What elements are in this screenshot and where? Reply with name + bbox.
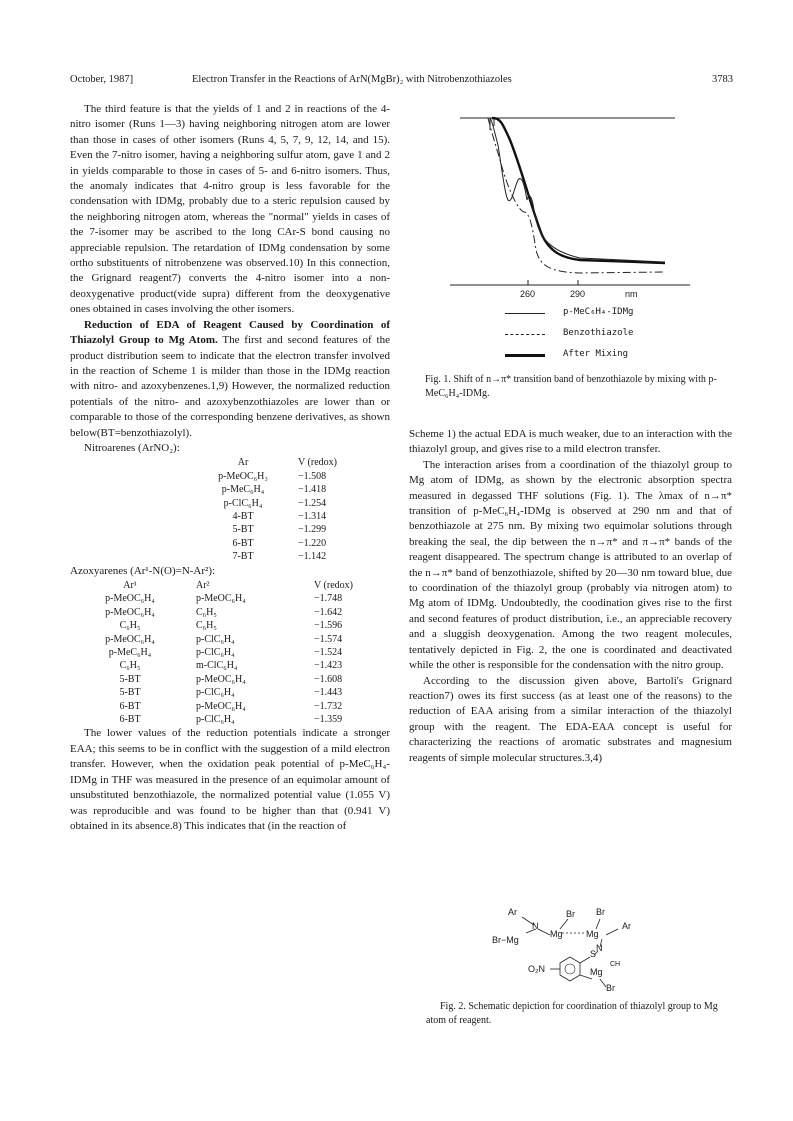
running-header — [70, 74, 733, 88]
table-row — [70, 686, 374, 699]
table-cell: C₆H₅ — [119, 660, 141, 672]
atom-label: Br — [566, 909, 575, 919]
bond — [580, 957, 590, 963]
atom-label: Br−Mg — [492, 935, 519, 945]
table-cell: −1.608 — [314, 673, 343, 685]
table-header: Ar — [237, 457, 249, 469]
table-cell: −1.574 — [314, 633, 343, 645]
table-row — [188, 510, 358, 523]
table-row — [188, 470, 358, 483]
table-cell: −1.508 — [298, 470, 327, 482]
table-cell: p-MeOC₆H₃ — [218, 470, 268, 482]
figure-1-spectrum — [450, 100, 690, 300]
atom-label: Mg — [550, 929, 563, 939]
table-cell: −1.254 — [298, 497, 327, 509]
table-cell: p-MeC₆H₄ — [221, 484, 265, 496]
atom-label: Br — [596, 907, 605, 917]
azoxy-table — [70, 579, 374, 726]
bond — [596, 919, 600, 929]
table-row — [70, 659, 374, 672]
table-cell: −1.418 — [298, 484, 327, 496]
paragraph: According to the discussion given above, Bartoli's Grignard reaction7) owes its first success (as at least one of the reasons) to the reduction of EAA arising from a similar interaction of the thiazolyl group with the reagent. The EDA-EAA concept is useful for characterizing the reactions of aromatic substrates and magnesium reagents of simple molecular structures.3,4) — [409, 674, 732, 764]
legend-swatch-thin — [505, 313, 545, 314]
table-row — [70, 713, 374, 726]
table-cell: p-MeOC₆H₄ — [196, 593, 246, 605]
paragraph: The interaction arises from a coordination of the thiazolyl group to Mg atom of IDMg, as shown by the electronic absorption spectra measured in degassed THF solutions (Fig. 1). The λmax of n→π* transition of p-MeC₆H₄-IDMg is observed at 290 nm and that of benzothiazole at 275 nm. By mixing two equimolar solutions through breaking the seal, the dip between the n→π* and π→π* bands of the reagent disappeared. The spectrum change is attributed to an overlap of the n→π* band of benzothiazole, shifted by 20—30 nm toward blue, due to coordination of the thiazolyl group (probably via nitrogen atom) to Mg atom of IDMg. Undoubtedly, the coodination gives rise to the first and second features of product distribution, i.e., an appreciable recovery and a sluggish deoxygenation. Among the two reagent molecules, tentatively depicted in Fig. 2, the one is coordinated and deactivated while the other is responsible for the condensation with the nitro group. — [409, 458, 732, 672]
legend-label: p-MeC₆H₄-IDMg — [563, 307, 634, 317]
table-header: Ar² — [196, 580, 210, 591]
table-cell: −1.748 — [314, 593, 343, 605]
table-row — [70, 619, 374, 632]
table-cell: −1.423 — [314, 660, 343, 672]
table-cell: C₆H₅ — [196, 606, 217, 618]
azoxy-table-label: Azoxyarenes (Ar¹-N(O)=N-Ar²): — [70, 564, 216, 577]
atom-label: Mg — [590, 967, 603, 977]
table-cell: 5-BT — [119, 673, 141, 685]
table-cell: p-ClC₆H₄ — [196, 647, 235, 659]
table-cell: 6-BT — [232, 537, 254, 549]
table-header: V (redox) — [298, 457, 337, 469]
nitro-table-label: Nitroarenes (ArNO₂): — [84, 441, 180, 454]
table-cell: 5-BT — [232, 524, 254, 536]
table-cell: −1.359 — [314, 714, 343, 726]
table-cell: 6-BT — [119, 714, 141, 726]
table-cell: p-MeOC₆H₄ — [105, 606, 155, 618]
table-cell: C₆H₅ — [119, 620, 141, 632]
atom-label: O₂N — [528, 964, 545, 974]
bond — [538, 929, 550, 935]
atom-label: S — [590, 949, 597, 959]
table-cell: p-ClC₆H₄ — [196, 714, 235, 726]
benzene-ring — [560, 957, 580, 981]
reagent-curve — [490, 118, 665, 262]
bond — [606, 929, 618, 935]
table-cell: −1.642 — [314, 606, 343, 618]
section-heading: Reduction of EDA of Reagent Caused by Coordination of Thiazolyl Group to Mg Atom. — [70, 318, 390, 347]
table-row — [70, 592, 374, 605]
spectrum-plot — [450, 100, 690, 300]
table-header: V (redox) — [314, 580, 353, 591]
table-cell: −1.299 — [298, 524, 327, 536]
figure-2-schematic — [490, 905, 650, 1000]
table-cell: −1.443 — [314, 687, 343, 699]
atom-label: N — [596, 943, 603, 953]
table-cell: p-MeC₆H₄ — [108, 647, 152, 659]
table-cell: p-MeOC₆H₄ — [196, 673, 246, 685]
issue-date: October, 1987] — [70, 74, 134, 85]
table-header-row — [70, 579, 374, 592]
table-cell: −1.596 — [314, 620, 343, 632]
table-cell: 6-BT — [119, 700, 141, 712]
x-axis-unit: nm — [625, 289, 638, 299]
table-cell: 4-BT — [232, 510, 254, 522]
table-row — [70, 700, 374, 713]
table-row — [188, 483, 358, 496]
table-cell: 7-BT — [232, 551, 254, 563]
paragraph: Scheme 1) the actual EDA is much weaker, due to an interaction with the thiazolyl group, and gives rise to a mild electron transfer. — [409, 428, 732, 456]
legend-label: After Mixing — [563, 349, 629, 359]
atom-label: CH — [610, 961, 621, 968]
bond — [560, 919, 568, 929]
legend-swatch-thick — [505, 354, 545, 357]
left-column — [70, 102, 390, 834]
table-cell: p-MeOC₆H₄ — [105, 633, 155, 645]
table-cell: p-ClC₆H₄ — [196, 687, 235, 699]
table-header: Ar¹ — [123, 580, 137, 591]
atom-label: Ar — [622, 921, 631, 931]
paragraph — [70, 318, 390, 441]
figure-1-caption: Fig. 1. Shift of n→π* transition band of benzothiazole by mixing with p-MeC₆H₄-IDMg. — [425, 374, 717, 399]
benzothiazole-curve — [488, 118, 665, 273]
aromatic-circle — [565, 964, 575, 974]
table-cell: −1.220 — [298, 537, 327, 549]
table-row — [70, 646, 374, 659]
nitro-table — [188, 456, 358, 563]
table-row — [70, 633, 374, 646]
legend-swatch-dashdot — [505, 334, 545, 335]
x-tick-label: 260 — [520, 289, 536, 299]
page-number: 3783 — [712, 74, 733, 85]
table-cell: −1.314 — [298, 510, 327, 522]
table-cell: p-MeOC₆H₄ — [105, 593, 155, 605]
table-cell: m-ClC₆H₄ — [196, 660, 238, 672]
table-cell: p-ClC₆H₄ — [223, 497, 263, 509]
paragraph: The lower values of the reduction potentials indicate a stronger EAA; this seems to be in conflict with the suggestion of a mild electron transfer. However, when the oxidation peak potential of p-MeC₆H₄-IDMg in THF was measured in the presence of an equimolar amount of unsubstituted benzothiazole, the normalized potential value (1.055 V) was reproducible and was found to be higher than that (0.941 V) obtained in its absence.8) This indicates that (in the reaction of — [70, 727, 390, 832]
paragraph-text: The first and second features of the product distribution seem to indicate that the electron transfer involved in the reaction of Scheme 1 is milder than those in the IDMg reaction with nitro- and azoxybenzenes.1,9) However, the normalized reduction potentials of the nitro- and azoxybenzothiazoles are lower than or comparable to those of the corresponding benzene derivatives, as shown below(BT=benzothiazolyl). — [70, 334, 390, 439]
table-row — [188, 537, 358, 550]
table-cell: 5-BT — [119, 687, 141, 699]
atom-label: Mg — [586, 929, 599, 939]
table-cell: −1.142 — [298, 551, 327, 563]
x-tick-label: 290 — [570, 289, 586, 299]
right-column — [409, 427, 732, 766]
table-cell: p-ClC₆H₄ — [196, 633, 235, 645]
table-row — [70, 673, 374, 686]
atom-label: Ar — [508, 907, 517, 917]
running-title: Electron Transfer in the Reactions of ArN(MgBr)₂ with Nitrobenzothiazoles — [192, 74, 512, 85]
figure-2-caption: Fig. 2. Schematic depiction for coordination of thiazolyl group to Mg atom of reagent. — [426, 1001, 718, 1026]
table-row — [70, 606, 374, 619]
table-cell: p-MeOC₆H₄ — [196, 700, 246, 712]
atom-label: N — [532, 921, 539, 931]
paragraph: The third feature is that the yields of 1 and 2 in reactions of the 4-nitro isomer (Runs 1—3) having neighboring nitrogen atom are lower than those in cases of other isomers (Runs 4, 5, 7, 9, 12, 14, and 15). Even the 7-nitro isomer, having a neighboring sulfur atom, gave 1 and 2 in yields comparable to those in cases of 5- and 6-nitro isomers. Thus, the anomaly indicates that 4-nitro group is less favorable for the condensation with IDMg, probably due to a steric repulsion caused by the neighboring nitrogen atom, whereas the "normal" yields in cases of the 7-isomer may be ascribed to the long CAr-S bond causing no appreciable repulsion. The retardation of IDMg condensation by some ortho substituents of nitrobenzene was observed.10) In this connection, the Grignard reagent7) converts the 4-nitro isomer into a non-deoxygenative product(vide supra) different from the deoxygenative ones obtained in cases involving the other isomers. — [70, 103, 390, 316]
table-cell: C₆H₅ — [196, 620, 217, 632]
table-row — [188, 497, 358, 510]
table-row — [188, 523, 358, 536]
legend-label: Benzothiazole — [563, 328, 634, 338]
table-cell: −1.732 — [314, 700, 343, 712]
table-header-row — [188, 456, 358, 469]
table-cell: −1.524 — [314, 647, 343, 659]
after-mixing-curve — [492, 118, 665, 263]
atom-label: Br — [606, 983, 615, 993]
table-row — [188, 550, 358, 563]
schematic-bonds — [490, 905, 650, 1000]
